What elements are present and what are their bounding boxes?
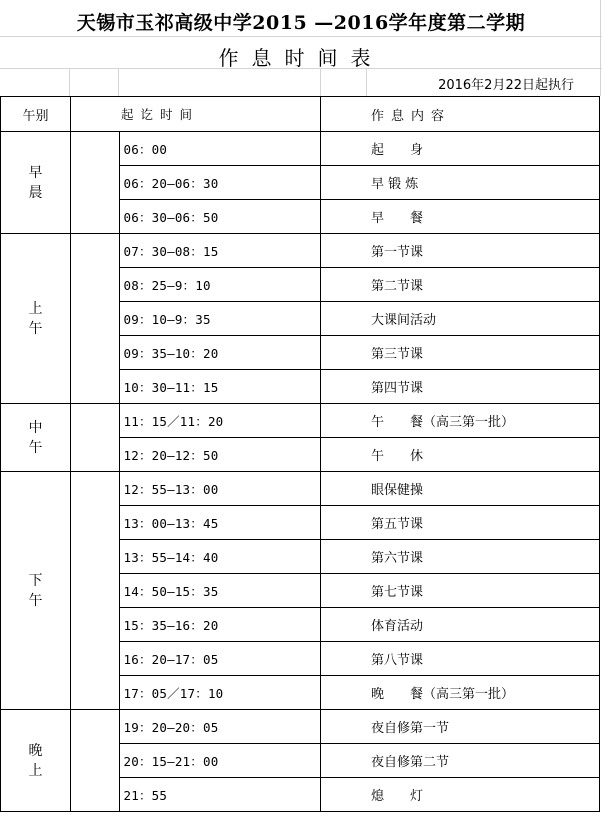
spacer-cell [321, 642, 368, 676]
time-cell: 11：15／11：20 [119, 404, 321, 438]
spacer-cell [321, 268, 368, 302]
time-cell: 12：20—12：50 [119, 438, 321, 472]
period-cell [1, 710, 71, 812]
activity-label: 早 餐 [371, 211, 424, 226]
time-cell: 16：20—17：05 [119, 642, 321, 676]
activity-label: 夜自修第二节 [371, 755, 450, 770]
document-subtitle: 作息时间表 [218, 46, 384, 70]
time-cell: 06：00 [119, 132, 321, 166]
activity-cell [367, 336, 600, 370]
activity-label: 晚 餐（高三第一批） [371, 687, 515, 702]
activity-cell [367, 676, 600, 710]
activity-label: 眼保健操 [371, 483, 424, 498]
time-cell: 15：35—16：20 [119, 608, 321, 642]
spacer-cell [71, 710, 120, 812]
period-cell [1, 404, 71, 472]
activity-label: 起 身 [371, 143, 424, 158]
table-header-row [1, 97, 600, 132]
activity-cell [367, 132, 600, 166]
spacer-cell [321, 506, 368, 540]
activity-label: 第二节课 [371, 279, 424, 294]
spacer-cell [321, 540, 368, 574]
time-cell: 14：50—15：35 [119, 574, 321, 608]
activity-cell [367, 472, 600, 506]
activity-label: 体育活动 [371, 619, 424, 634]
time-cell: 08：25—9：10 [119, 268, 321, 302]
period-label: 上午 [28, 300, 43, 337]
grid-line [320, 68, 321, 96]
activity-label: 第四节课 [371, 381, 424, 396]
table-row [1, 472, 600, 506]
spacer-cell [321, 438, 368, 472]
spacer-cell [321, 574, 368, 608]
activity-cell [367, 234, 600, 268]
spacer-cell [321, 676, 368, 710]
spacer-cell [71, 404, 120, 472]
activity-cell [367, 710, 600, 744]
header-activity [367, 97, 600, 132]
activity-label: 第五节课 [371, 517, 424, 532]
time-cell: 21：55 [119, 778, 321, 812]
activity-label: 第三节课 [371, 347, 424, 362]
activity-label: 第八节课 [371, 653, 424, 668]
time-cell: 10：30—11：15 [119, 370, 321, 404]
activity-label: 早 锻 炼 [371, 177, 419, 192]
table-row [1, 404, 600, 438]
spacer-cell [71, 472, 120, 710]
period-cell [1, 132, 71, 234]
time-cell: 09：35—10：20 [119, 336, 321, 370]
time-cell: 19：20—20：05 [119, 710, 321, 744]
activity-cell [367, 540, 600, 574]
spacer-cell [71, 132, 120, 234]
header-period: 午别 [1, 97, 71, 132]
document-title: 天锡市玉祁高级中学2015 —2016学年度第二学期 [76, 12, 526, 34]
activity-cell [367, 642, 600, 676]
spacer-cell [321, 608, 368, 642]
activity-label: 第六节课 [371, 551, 424, 566]
header-spacer [71, 97, 120, 132]
effective-date: 2016年2月22日起执行 [438, 78, 574, 93]
spacer-cell [71, 234, 120, 404]
spacer-cell [321, 132, 368, 166]
period-cell [1, 472, 71, 710]
time-cell: 20：15—21：00 [119, 744, 321, 778]
schedule-table [0, 96, 600, 812]
activity-cell [367, 608, 600, 642]
table-row [1, 132, 600, 166]
activity-cell [367, 268, 600, 302]
period-cell [1, 234, 71, 404]
grid-line [0, 36, 602, 37]
spacer-cell [321, 404, 368, 438]
header-activity-label: 作息内容 [371, 108, 452, 124]
activity-cell [367, 438, 600, 472]
table-row [1, 234, 600, 268]
spacer-cell [321, 336, 368, 370]
header-time [119, 97, 321, 132]
spacer-cell [321, 778, 368, 812]
activity-label: 大课间活动 [371, 313, 437, 328]
activity-label: 熄 灯 [371, 789, 424, 804]
header-time-label: 起讫时间 [121, 107, 200, 122]
header-spacer [321, 97, 368, 132]
time-cell: 17：05／17：10 [119, 676, 321, 710]
activity-cell [367, 778, 600, 812]
activity-label: 午 餐（高三第一批） [371, 415, 515, 430]
period-label: 下午 [28, 572, 43, 609]
grid-line [69, 68, 70, 96]
activity-label: 第七节课 [371, 585, 424, 600]
activity-cell [367, 200, 600, 234]
spacer-cell [321, 302, 368, 336]
period-label: 中午 [28, 419, 43, 456]
time-cell: 12：55—13：00 [119, 472, 321, 506]
activity-cell [367, 166, 600, 200]
activity-cell [367, 404, 600, 438]
spacer-cell [321, 472, 368, 506]
spacer-cell [321, 744, 368, 778]
time-cell: 07：30—08：15 [119, 234, 321, 268]
time-cell: 13：55—14：40 [119, 540, 321, 574]
activity-cell [367, 370, 600, 404]
time-cell: 06：30—06：50 [119, 200, 321, 234]
activity-cell [367, 744, 600, 778]
grid-line [118, 68, 119, 96]
spacer-cell [321, 200, 368, 234]
activity-cell [367, 302, 600, 336]
activity-cell [367, 574, 600, 608]
period-label: 早晨 [28, 164, 43, 201]
activity-cell [367, 506, 600, 540]
activity-label: 午 休 [371, 449, 424, 464]
spacer-cell [321, 370, 368, 404]
time-cell: 06：20—06：30 [119, 166, 321, 200]
spacer-cell [321, 234, 368, 268]
schedule-body [1, 132, 600, 812]
activity-label: 夜自修第一节 [371, 721, 450, 736]
table-row [1, 710, 600, 744]
time-cell: 13：00—13：45 [119, 506, 321, 540]
time-cell: 09：10—9：35 [119, 302, 321, 336]
spacer-cell [321, 710, 368, 744]
activity-label: 第一节课 [371, 245, 424, 260]
grid-line [366, 68, 367, 96]
period-label: 晚上 [28, 742, 43, 779]
spacer-cell [321, 166, 368, 200]
